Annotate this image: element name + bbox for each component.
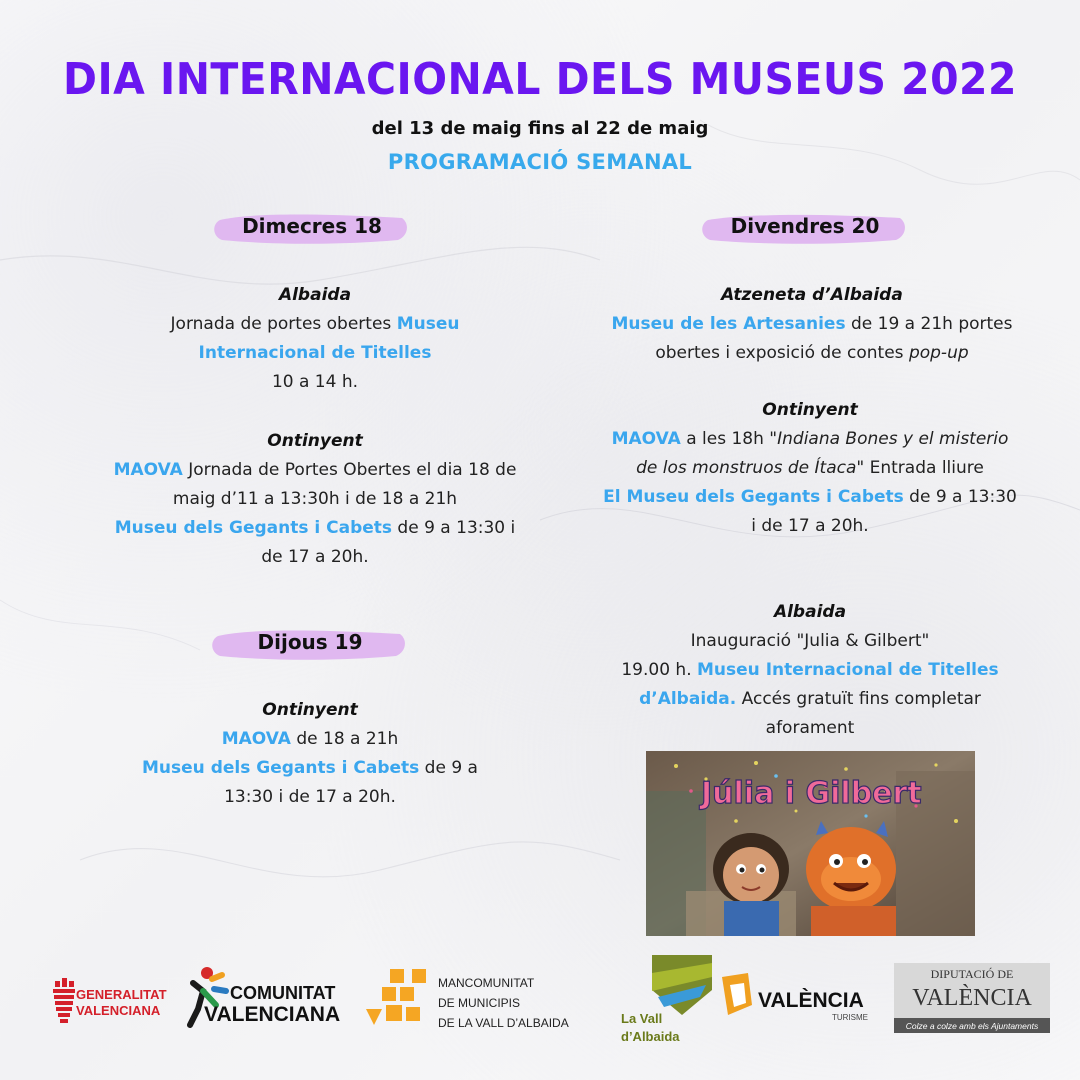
day-header-wednesday [212, 210, 412, 246]
town-name: Albaida [773, 602, 847, 622]
event-text: de 9 a 13:30 i de 17 a 20h. [751, 487, 1017, 536]
museum-link: Museu dels Gegants i Cabets [142, 758, 420, 778]
page-title: DIA INTERNACIONAL DELS MUSEUS 2022 [63, 54, 1017, 105]
museum-link: Museu dels Gegants i Cabets [114, 518, 393, 538]
event-text: Accés gratuït fins completar aforament [736, 689, 981, 738]
day-header-thursday [210, 626, 410, 662]
event-time: 10 a 14 h. [271, 372, 359, 392]
la-vall-dalbaida-logo [621, 955, 712, 1044]
event-text: pop-up [908, 343, 969, 363]
day-label: Dijous 19 [257, 630, 363, 654]
film-title: "Indiana Bones y el misterio de los monstruos de Ítaca [636, 429, 1009, 478]
event-description [600, 425, 1020, 541]
event-description [595, 656, 1025, 743]
day-header-friday [700, 210, 910, 246]
event-text: Jornada de Portes Obertes el dia 18 de maig d’11 a 13:30h i de 18 a 21h [172, 460, 517, 509]
museum-link: Museu de les Artesanies [611, 314, 846, 334]
photo-title-art: Júlia i Gilbert [701, 776, 922, 811]
event-fri-albaida [595, 598, 1025, 743]
event-text: a les 18h [680, 429, 770, 449]
manc-line2: DE MUNICIPIS [438, 996, 521, 1010]
vt-line2: TURISME [832, 1013, 868, 1022]
event-text: de 9 a 13:30 i de 17 a 20h. [261, 518, 516, 567]
museum-link: El Museu dels Gegants i Cabets [603, 487, 904, 507]
gva-line2: VALENCIANA [76, 1003, 161, 1018]
event-wed-ontinyent [110, 427, 520, 572]
dip-line3: Colze a colze amb els Ajuntaments [905, 1021, 1039, 1031]
town-name: Ontinyent [262, 700, 358, 720]
day-label: Divendres 20 [730, 214, 880, 238]
gva-line1: GENERALITAT [76, 987, 167, 1002]
event-fri-ontinyent [600, 396, 1020, 541]
sponsor-logos [0, 945, 1080, 1080]
day-label: Dimecres 18 [242, 214, 382, 238]
manc-line1: MANCOMUNITAT [438, 976, 535, 990]
cv-line2: VALENCIANA [204, 1003, 341, 1026]
vt-line1: VALÈNCIA [758, 989, 864, 1012]
valencia-turisme-logo [722, 973, 868, 1022]
generalitat-valenciana-logo [53, 978, 167, 1023]
vall-line2: d’Albaida [621, 1029, 680, 1044]
cv-line1: COMUNITAT [230, 983, 336, 1003]
event-description [140, 310, 490, 368]
dip-line2: VALÈNCIA [912, 985, 1032, 1011]
town-name: Ontinyent [267, 431, 363, 451]
mancomunitat-logo [366, 969, 569, 1030]
event-text: de 9 a 13:30 i de 17 a 20h. [224, 758, 478, 807]
program-heading: PROGRAMACIÓ SEMANAL [387, 150, 693, 174]
date-range: del 13 de maig fins al 22 de maig [371, 118, 709, 139]
diputacio-valencia-logo [894, 963, 1050, 1033]
event-text: de 19 a 21h portes obertes i exposició de contes [655, 314, 1013, 363]
comunitat-valenciana-logo [190, 967, 340, 1026]
museum-link: Museu Internacional de Titelles [198, 314, 460, 363]
event-description [110, 456, 520, 572]
museum-link: Museu Internacional de Titelles d’Albaida. [639, 660, 999, 709]
event-description [115, 725, 505, 812]
event-text: " Entrada lliure [856, 458, 984, 478]
event-text: de 18 a 21h [290, 729, 399, 749]
event-description [592, 310, 1032, 368]
julia-gilbert-photo [646, 751, 975, 936]
town-name: Ontinyent [762, 400, 858, 420]
town-name: Atzeneta d’Albaida [721, 285, 903, 305]
museum-link: MAOVA [611, 429, 681, 449]
event-text: Jornada de portes obertes [170, 314, 397, 334]
event-fri-atzeneta [592, 281, 1032, 368]
manc-line3: DE LA VALL D’ALBAIDA [438, 1016, 569, 1030]
museum-link: MAOVA [221, 729, 291, 749]
vall-line1: La Vall [621, 1011, 663, 1026]
dip-line1: DIPUTACIÓ DE [930, 967, 1014, 981]
town-name: Albaida [278, 285, 352, 305]
event-wed-albaida [140, 281, 490, 397]
event-title: Inauguració "Julia & Gilbert" [690, 631, 930, 651]
museum-link: MAOVA [113, 460, 183, 480]
event-thu-ontinyent [115, 696, 505, 812]
event-text: 19.00 h. [621, 660, 697, 680]
